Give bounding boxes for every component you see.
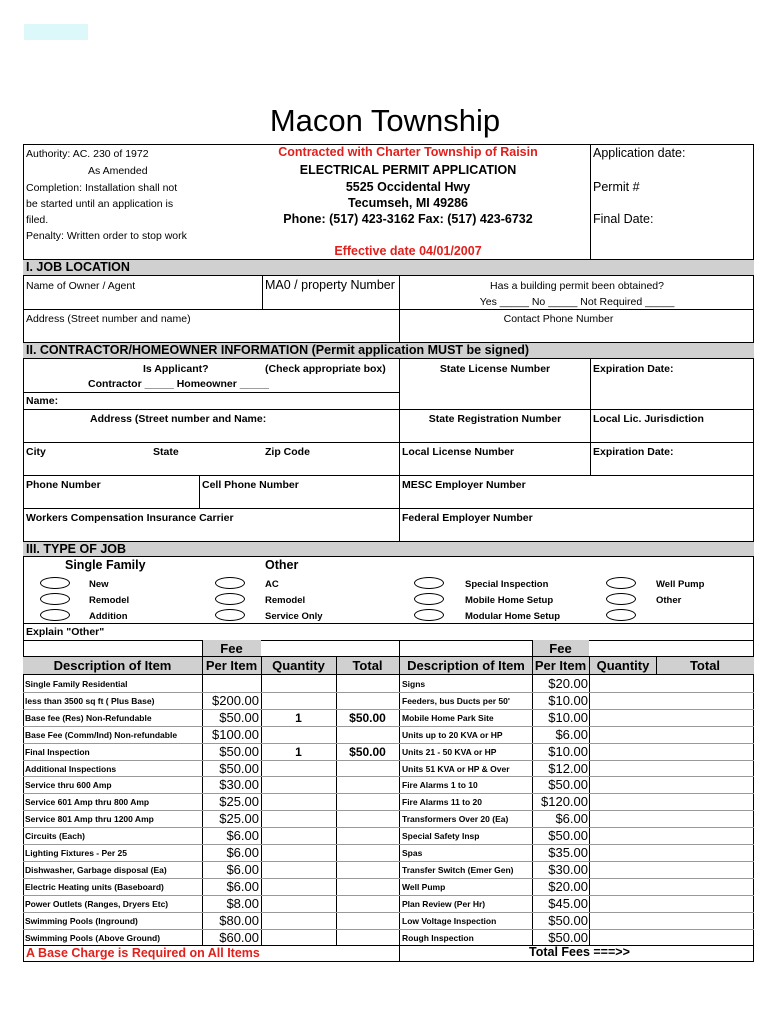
fee-per-item: $50.00	[548, 929, 588, 945]
fee-item-label: Base Fee (Comm/Ind) Non-refundable	[25, 729, 178, 740]
option-well-pump: Well Pump	[656, 579, 705, 590]
mesc-field[interactable]: MESC Employer Number	[402, 479, 526, 491]
fee-per-item: $12.00	[548, 760, 588, 776]
quantity-header-left: Quantity	[272, 658, 325, 673]
fee-quantity-input[interactable]	[590, 846, 656, 860]
fee-item-label: Spas	[402, 848, 423, 858]
fee-item-label: Signs	[402, 679, 426, 689]
modular-home-radio[interactable]	[414, 609, 444, 621]
state-license-field[interactable]: State License Number	[439, 363, 551, 375]
row-divider	[23, 709, 754, 710]
row-divider	[23, 776, 754, 777]
fee-quantity-input[interactable]	[590, 914, 656, 928]
new-radio[interactable]	[40, 577, 70, 589]
building-permit-options[interactable]: Yes _____ No _____ Not Required _____	[479, 296, 675, 308]
fee-item-label: Final Inspection	[25, 746, 90, 757]
permit-number-field[interactable]: Permit #	[593, 180, 640, 194]
phone-field[interactable]: Phone Number	[26, 479, 101, 491]
option-mobile-home: Mobile Home Setup	[465, 595, 554, 606]
ac-radio[interactable]	[215, 577, 245, 589]
fee-per-item: $6.00	[226, 878, 259, 894]
fee-quantity-input[interactable]	[590, 931, 656, 945]
row-divider	[23, 912, 754, 913]
fee-item-label: Single Family Residential	[25, 679, 128, 689]
divider	[23, 309, 754, 310]
fee-per-item: $80.00	[219, 912, 259, 928]
fee-item-label: Plan Review (Per Hr)	[402, 898, 486, 909]
fee-per-item: $6.00	[226, 828, 259, 844]
per-item-header-left: Per Item	[205, 658, 258, 673]
well-pump-radio[interactable]	[606, 577, 636, 589]
fee-quantity-input[interactable]	[590, 694, 656, 708]
effective-date: Effective date 04/01/2007	[334, 244, 482, 258]
fee-item-label: Additional Inspections	[25, 763, 117, 774]
fee-total	[656, 931, 754, 945]
fee-total	[656, 694, 754, 708]
federal-employer-field[interactable]: Federal Employer Number	[402, 512, 533, 524]
description-header-right: Description of Item	[407, 658, 525, 673]
row-divider	[23, 726, 754, 727]
fee-total	[656, 711, 754, 725]
fee-item-label: Special Safety Insp	[402, 831, 480, 842]
name-field[interactable]: Name:	[26, 395, 59, 407]
quantity-header-right: Quantity	[596, 658, 650, 673]
row-divider	[23, 861, 754, 862]
fee-total	[656, 897, 754, 911]
option-addition: Addition	[89, 611, 128, 622]
total-header-left: Total	[352, 658, 383, 673]
other-radio[interactable]	[606, 593, 636, 605]
remodel-other-radio[interactable]	[215, 593, 245, 605]
cell-phone-field[interactable]: Cell Phone Number	[202, 479, 299, 491]
fee-quantity-input[interactable]	[590, 711, 656, 725]
fee-total: $50.00	[349, 744, 386, 759]
fee-quantity-input[interactable]	[590, 728, 656, 742]
corner-marker	[24, 24, 88, 40]
fee-per-item: $50.00	[219, 760, 259, 776]
fee-per-item: $20.00	[548, 878, 588, 894]
as-amended-text: As Amended	[88, 165, 148, 177]
addition-radio[interactable]	[40, 609, 70, 621]
option-remodel: Remodel	[89, 595, 130, 606]
divider	[199, 475, 200, 508]
office-phone: Phone: (517) 423-3162 Fax: (517) 423-6732	[283, 212, 533, 226]
fee-per-item: $10.00	[548, 692, 588, 708]
option-other: Other	[656, 595, 682, 606]
fee-item-label: Transfer Switch (Emer Gen)	[402, 864, 514, 875]
fee-item-label: Mobile Home Park Site	[402, 712, 494, 723]
divider	[23, 392, 400, 393]
other-heading: Other	[265, 558, 299, 572]
penalty-text: Penalty: Written order to stop work	[26, 230, 187, 242]
fee-item-label: Dishwasher, Garbage disposal (Ea)	[25, 864, 167, 875]
application-title: ELECTRICAL PERMIT APPLICATION	[299, 163, 517, 177]
fee-item-label: Feeders, bus Ducts per 50'	[402, 695, 510, 706]
per-item-header-right: Per Item	[534, 658, 587, 673]
divider	[399, 359, 400, 541]
fee-per-item: $6.00	[555, 726, 588, 742]
authority-text: Authority: AC. 230 of 1972	[26, 148, 149, 160]
base-charge-note: A Base Charge is Required on All Items	[26, 946, 260, 960]
fee-total	[656, 863, 754, 877]
fee-per-item: $10.00	[548, 709, 588, 725]
option-new: New	[89, 579, 109, 590]
page-title: Macon Township	[269, 103, 501, 138]
fee-per-item: $6.00	[226, 861, 259, 877]
fee-total	[656, 745, 754, 759]
contracted-text: Contracted with Charter Township of Raisin	[278, 145, 538, 159]
fee-quantity-input[interactable]	[590, 897, 656, 911]
fee-per-item: $50.00	[219, 743, 259, 759]
option-modular-home: Modular Home Setup	[465, 611, 561, 622]
fee-per-item: $25.00	[219, 794, 259, 810]
fee-item-label: Lighting Fixtures - Per 25	[25, 848, 128, 858]
row-divider	[23, 895, 754, 896]
option-service-only: Service Only	[265, 611, 323, 622]
property-number-field[interactable]: MA0 / property Number	[265, 278, 395, 292]
fee-item-label: Swimming Pools (Inground)	[25, 915, 138, 926]
row-divider	[23, 844, 754, 845]
fee-item-label: Fire Alarms 1 to 10	[402, 780, 478, 791]
owner-agent-field[interactable]: Name of Owner / Agent	[26, 280, 136, 292]
fee-quantity-input[interactable]	[590, 778, 656, 792]
fee-quantity-input[interactable]	[590, 880, 656, 894]
fee-per-item: $30.00	[548, 861, 588, 877]
divider	[590, 359, 591, 475]
option-ac: AC	[265, 579, 279, 590]
divider	[23, 640, 754, 641]
service-only-radio[interactable]	[215, 609, 245, 621]
row-divider	[23, 793, 754, 794]
divider	[23, 674, 754, 675]
fee-item-label: Units 51 KVA or HP & Over	[402, 763, 510, 774]
fee-header-right: Fee	[549, 641, 572, 656]
fee-quantity-input[interactable]	[590, 795, 656, 809]
fee-item-label: Well Pump	[402, 881, 446, 892]
divider	[590, 144, 591, 259]
row-divider	[23, 878, 754, 879]
fee-quantity-input[interactable]: 1	[295, 744, 302, 759]
state-registration-field[interactable]: State Registration Number	[428, 413, 562, 425]
fee-total	[656, 728, 754, 742]
office-address: 5525 Occidental Hwy	[345, 180, 471, 194]
fee-quantity-input[interactable]	[590, 762, 656, 776]
final-date-field[interactable]: Final Date:	[593, 212, 654, 226]
fee-per-item: $25.00	[219, 811, 259, 827]
fee-item-label: Swimming Pools (Above Ground)	[25, 932, 161, 943]
remodel-radio[interactable]	[40, 593, 70, 605]
fee-item-label: Service 601 Amp thru 800 Amp	[25, 797, 150, 808]
fee-per-item: $50.00	[548, 912, 588, 928]
fee-per-item: $8.00	[226, 895, 259, 911]
is-applicant-label: Is Applicant?	[143, 363, 209, 375]
fee-per-item: $45.00	[548, 895, 588, 911]
divider	[23, 442, 754, 443]
fee-item-label: Transformers Over 20 (Ea)	[402, 814, 509, 825]
fee-per-item: $6.00	[555, 811, 588, 827]
fee-total	[656, 795, 754, 809]
fee-per-item: $50.00	[548, 777, 588, 793]
fee-total	[656, 880, 754, 894]
row-divider	[23, 760, 754, 761]
single-family-heading: Single Family	[65, 558, 146, 572]
fee-per-item: $200.00	[212, 692, 259, 708]
section-contractor: II. CONTRACTOR/HOMEOWNER INFORMATION (Permit application MUST be signed)	[23, 342, 754, 359]
fee-item-label: Low Voltage Inspection	[402, 915, 497, 926]
fee-quantity-input[interactable]: 1	[295, 710, 302, 725]
fee-per-item: $10.00	[548, 743, 588, 759]
description-header-left: Description of Item	[53, 658, 172, 673]
fee-item-label: Fire Alarms 11 to 20	[402, 797, 483, 808]
divider	[261, 656, 262, 945]
divider	[336, 656, 337, 945]
office-city: Tecumseh, MI 49286	[348, 196, 468, 210]
row-divider	[23, 810, 754, 811]
fee-per-item: $120.00	[541, 794, 588, 810]
fee-per-item: $30.00	[219, 777, 259, 793]
expiration-date-field-1[interactable]: Expiration Date:	[593, 363, 674, 375]
building-permit-question: Has a building permit been obtained?	[490, 280, 664, 292]
completion-text-2: be started until an application is	[26, 198, 174, 210]
option-special-inspection: Special Inspection	[465, 579, 549, 590]
fee-quantity-input[interactable]	[590, 677, 656, 691]
fee-per-item: $60.00	[219, 929, 259, 945]
zip-field[interactable]: Zip Code	[265, 446, 310, 458]
divider	[656, 656, 657, 674]
row-divider	[23, 827, 754, 828]
fee-total	[656, 812, 754, 826]
mobile-home-radio[interactable]	[414, 593, 444, 605]
fee-header-left: Fee	[220, 641, 243, 656]
divider	[399, 640, 400, 962]
fee-item-label: Service 801 Amp thru 1200 Amp	[25, 814, 154, 825]
fee-item-label: Circuits (Each)	[25, 831, 85, 842]
fee-total	[656, 778, 754, 792]
fee-item-label: Service thru 600 Amp	[25, 780, 112, 791]
total-header-right: Total	[689, 658, 721, 673]
fee-item-label: Units 21 - 50 KVA or HP	[402, 746, 497, 757]
fee-total: $50.00	[349, 710, 386, 725]
special-inspection-radio[interactable]	[414, 577, 444, 589]
completion-text-3: filed.	[26, 214, 49, 226]
fee-per-item: $20.00	[548, 676, 588, 691]
row-divider	[23, 692, 754, 693]
fee-item-label: Power Outlets (Ranges, Dryers Etc)	[25, 898, 169, 909]
local-license-field[interactable]: Local License Number	[402, 446, 515, 458]
fee-item-label: less than 3500 sq ft ( Plus Base)	[25, 695, 155, 706]
divider	[23, 656, 754, 657]
explain-other-field[interactable]: Explain "Other"	[26, 626, 105, 638]
divider	[336, 961, 399, 962]
fee-per-item: $50.00	[548, 828, 588, 844]
row-divider	[23, 743, 754, 744]
fee-quantity-input[interactable]	[590, 863, 656, 877]
divider	[23, 409, 754, 410]
check-box-note: (Check appropriate box)	[265, 363, 386, 375]
fee-item-label: Base fee (Res) Non-Refundable	[25, 712, 152, 723]
divider	[23, 475, 754, 476]
fee-per-item: $100.00	[212, 726, 259, 742]
local-jurisdiction-field[interactable]: Local Lic. Jurisdiction	[593, 413, 704, 425]
fee-total	[656, 914, 754, 928]
extra-radio[interactable]	[606, 609, 636, 621]
fee-item-label: Electric Heating units (Baseboard)	[25, 881, 164, 892]
fee-total	[656, 846, 754, 860]
total-fees-label: Total Fees ===>>	[529, 945, 630, 959]
state-field[interactable]: State	[153, 446, 179, 458]
fee-total	[656, 762, 754, 776]
application-date-field[interactable]: Application date:	[593, 146, 686, 160]
fee-total	[656, 829, 754, 843]
section-job-type: III. TYPE OF JOB	[23, 541, 754, 557]
contact-phone-field[interactable]: Contact Phone Number	[503, 313, 614, 325]
fee-item-label: Rough Inspection	[402, 932, 474, 943]
fee-per-item: $35.00	[548, 845, 588, 860]
fee-quantity-input[interactable]	[590, 745, 656, 759]
expiration-date-field-2[interactable]: Expiration Date:	[593, 446, 674, 458]
completion-text-1: Completion: Installation shall not	[26, 182, 178, 194]
city-field[interactable]: City	[26, 446, 46, 458]
workers-comp-field[interactable]: Workers Compensation Insurance Carrier	[26, 512, 234, 524]
section-job-location: I. JOB LOCATION	[23, 259, 754, 276]
fee-item-label: Units up to 20 KVA or HP	[402, 729, 503, 740]
fee-quantity-input[interactable]	[590, 812, 656, 826]
fee-quantity-input[interactable]	[590, 829, 656, 843]
fee-per-item: $6.00	[226, 845, 259, 860]
fee-total	[656, 677, 754, 691]
fee-per-item: $50.00	[219, 709, 259, 725]
contractor-address-field[interactable]: Address (Street number and Name:	[90, 413, 267, 425]
divider	[23, 508, 754, 509]
divider	[23, 623, 754, 624]
job-address-field[interactable]: Address (Street number and name)	[26, 313, 191, 325]
option-remodel-other: Remodel	[265, 595, 306, 606]
contractor-homeowner-choice[interactable]: Contractor _____ Homeowner _____	[88, 378, 269, 390]
row-divider	[23, 929, 754, 930]
divider	[262, 276, 263, 309]
